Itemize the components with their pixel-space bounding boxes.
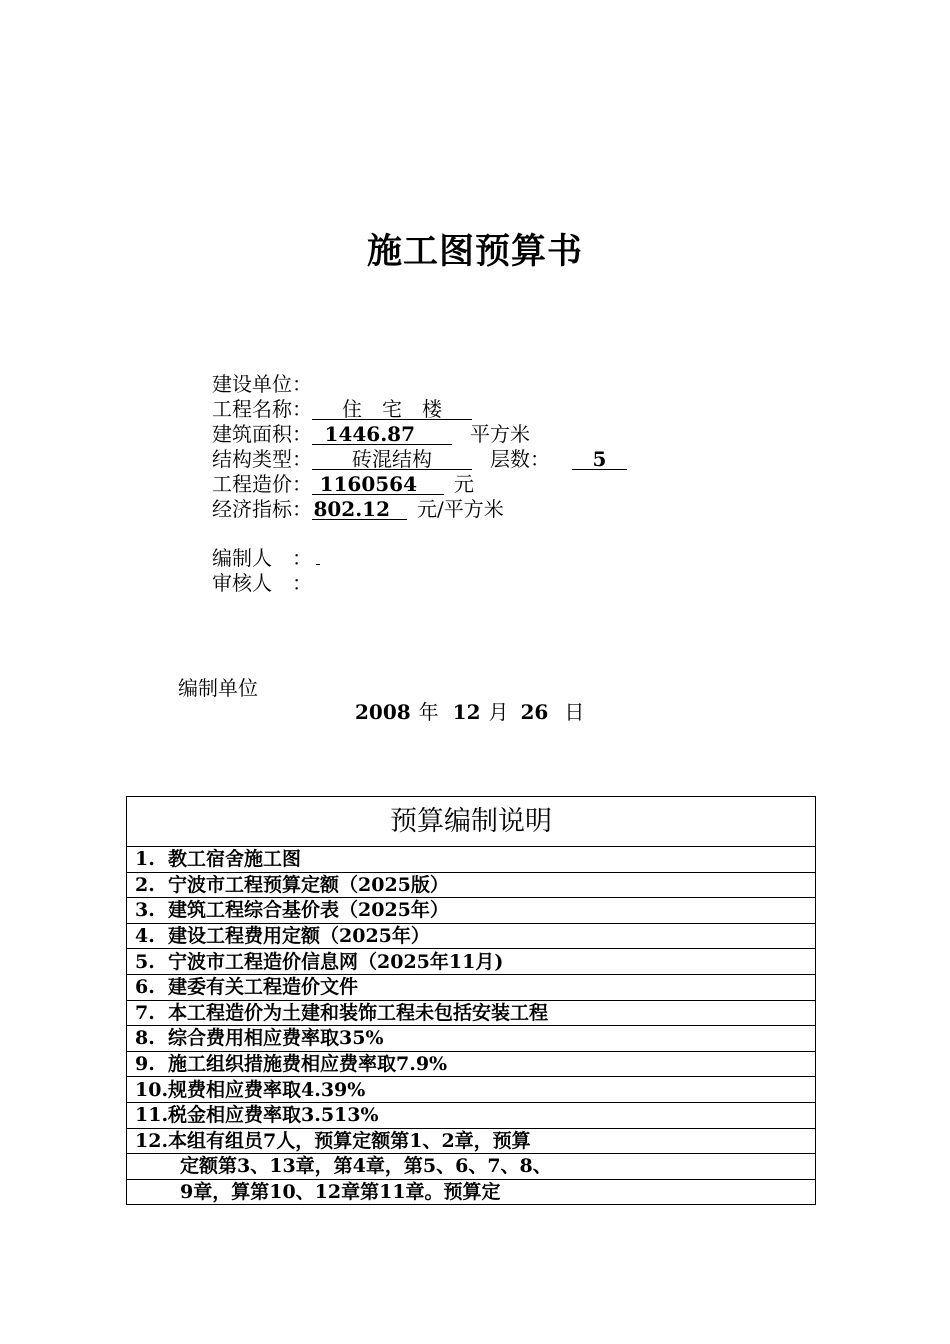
table-row [127,872,816,898]
note-cell [127,949,816,975]
structure-label: 结构类型： [212,447,312,471]
table-row [127,923,816,949]
table-row [127,949,816,975]
date-year-unit: 年 [418,700,439,724]
note-number: 2. [135,873,155,896]
note-text: 建筑工程综合基价表（2025年） [168,899,449,922]
table-row [127,1154,816,1180]
cost-value [312,474,444,495]
index-unit: 元/平方米 [417,497,504,521]
table-row [127,1077,816,1103]
client-row [212,372,627,397]
notes-heading-row [127,797,816,847]
area-number: 1446.87 [324,422,415,446]
date-day: 26 [520,700,549,724]
cost-row [212,472,627,497]
table-row [127,974,816,1000]
note-cell [127,1000,816,1026]
compiler-row [212,546,627,571]
note-text: 宁波市工程造价信息网（2025年11月) [168,950,504,973]
note-text: 本工程造价为土建和装饰工程未包括安装工程 [168,1001,549,1024]
area-value [312,424,452,445]
note-cell [127,1026,816,1052]
project-label: 工程名称： [212,397,312,421]
table-row [127,898,816,924]
table-row [127,1128,816,1154]
table-row [127,1051,816,1077]
table-row [127,847,816,873]
compiling-org-label: 编制单位 [178,676,258,700]
table-row [127,1102,816,1128]
date-month: 12 [452,700,481,724]
note-number: 1. [135,848,155,871]
note-cell [127,974,816,1000]
cost-number: 1160564 [319,472,417,496]
note-cell [127,872,816,898]
note-text: 施工组织措施费相应费率取7.9% [168,1053,448,1076]
notes-heading: 预算编制说明 [127,797,816,847]
reviewer-row [212,571,627,596]
note-number: 7. [135,1001,155,1024]
date-month-unit: 月 [488,700,509,724]
document-title: 施工图预算书 [366,231,583,272]
project-value: 住 宅 楼 [312,399,472,420]
project-row [212,397,627,422]
project-info [212,372,627,596]
note-number: 6. [135,976,155,999]
note-number: 9. [135,1053,155,1076]
table-row [127,1000,816,1026]
area-label: 建筑面积： [212,422,312,446]
note-text: 建委有关工程造价文件 [168,976,359,999]
index-row [212,497,627,522]
note-cell [127,1128,816,1154]
compiler-value [316,564,320,565]
note-text: 建设工程费用定额（2025年） [168,925,430,948]
date-year: 2008 [355,700,411,724]
note-text: 宁波市工程预算定额（2025版） [168,873,449,896]
structure-row [212,447,627,472]
budget-notes-table [126,796,816,1205]
index-value [312,499,407,520]
table-row [127,1179,816,1205]
floors-label: 层数： [490,447,550,471]
cost-unit: 元 [454,472,474,496]
index-label: 经济指标： [212,497,312,521]
note-number: 8. [135,1027,155,1050]
note-number: 5. [135,950,155,973]
note-continuation: 定额第3、13章，第4章，第5、6、7、8、 [127,1154,816,1180]
client-label: 建设单位： [212,372,312,396]
document-date [355,696,592,725]
note-cell [127,1102,816,1128]
area-row [212,422,627,447]
note-text: 规费相应费率取4.39% [168,1078,366,1101]
note-text: 教工宿舍施工图 [168,848,302,871]
compiler-label: 编制人 ： [212,546,312,570]
floors-value: 5 [572,449,627,470]
reviewer-label: 审核人 ： [212,571,312,595]
note-continuation: 9章，算第10、12章第11章。预算定 [127,1179,816,1205]
note-cell [127,1077,816,1103]
note-number: 10. [135,1078,169,1101]
note-number: 12. [135,1129,169,1152]
index-number: 802.12 [313,497,390,521]
note-text: 税金相应费率取3.513% [168,1104,379,1127]
note-text: 本组有组员7人，预算定额第1、2章，预算 [168,1129,531,1152]
note-cell [127,923,816,949]
spacer [212,522,627,546]
note-number: 11. [135,1104,169,1127]
note-number: 3. [135,899,155,922]
note-text: 综合费用相应费率取35% [168,1027,384,1050]
note-cell [127,898,816,924]
structure-value: 砖混结构 [312,449,472,470]
note-number: 4. [135,925,155,948]
date-day-unit: 日 [564,700,585,724]
note-cell [127,847,816,873]
note-cell [127,1051,816,1077]
cost-label: 工程造价： [212,472,312,496]
table-row [127,1026,816,1052]
area-unit: 平方米 [470,422,530,446]
